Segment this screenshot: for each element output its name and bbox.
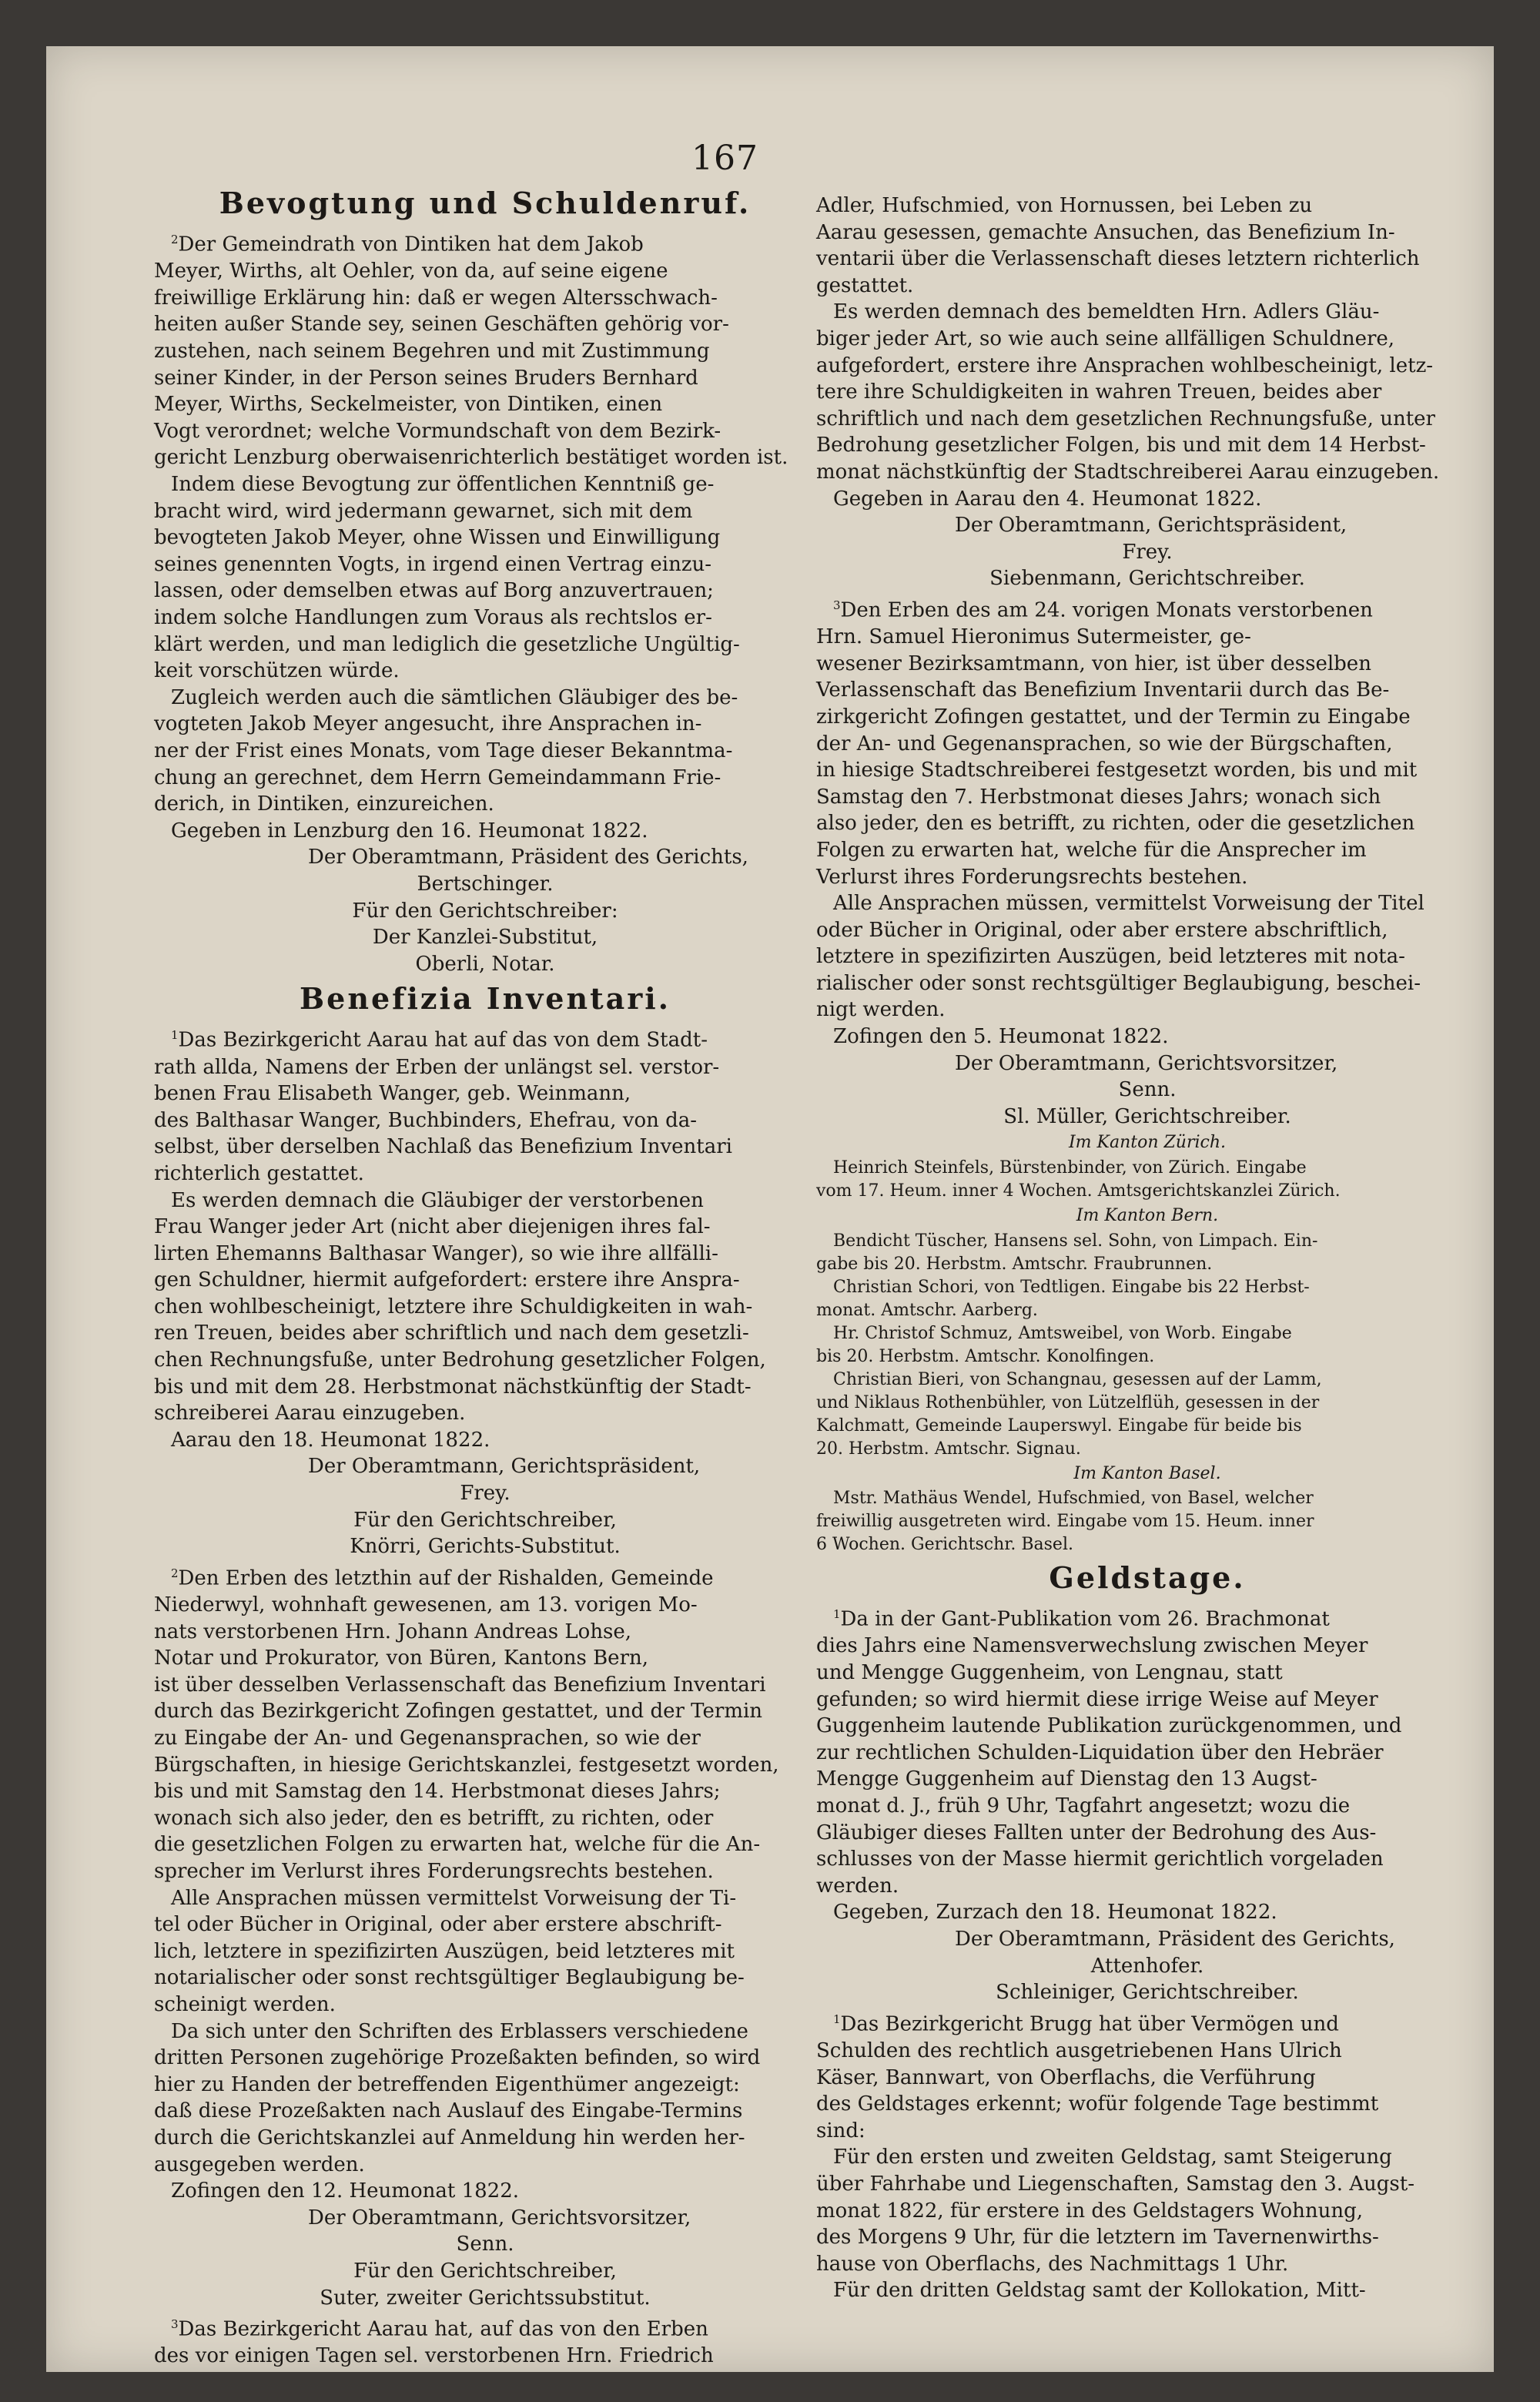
text-line: Den Erben des letzthin auf der Rishalden, Gemeinde [178, 1566, 714, 1590]
text-line: Heinrich Steinfels, Bürstenbinder, von Zürich. Eingabe [833, 1158, 1307, 1178]
signature-line: Senn. [1118, 1078, 1177, 1102]
text-line: die gesetzlichen Folgen zu erwarten hat, welche für die An- [154, 1833, 761, 1857]
text-line: hier zu Handen der betreffenden Eigenthümer angezeigt: [154, 2072, 740, 2096]
text-line: bis und mit Samstag den 14. Herbstmonat dieses Jahrs; [154, 1780, 721, 1804]
text-line: schreiberei Aarau einzugeben. [154, 1402, 466, 1425]
text-line: hause von Oberflachs, des Nachmittags 1 Uhr. [816, 2252, 1289, 2276]
text-line: selbst, über derselben Nachlaß das Benefizium Inventari [154, 1135, 732, 1159]
text-line: gestattet. [816, 273, 914, 297]
canton-heading: Im Kanton Basel. [1073, 1463, 1221, 1483]
text-line: Vogt verordnet; welche Vormundschaft von dem Bezirk- [154, 419, 721, 443]
text-line: Notar und Prokurator, von Büren, Kantons Bern, [154, 1647, 649, 1670]
signature-line: Schleiniger, Gerichtschreiber. [996, 1981, 1299, 2005]
text-line: heiten außer Stande sey, seinen Geschäften gehörig vor- [154, 313, 729, 337]
text-line: ner der Frist eines Monats, vom Tage dieser Bekanntma- [154, 739, 733, 762]
text-line: ausgegeben werden. [154, 2152, 365, 2176]
text-line: wonach sich also jeder, den es betrifft, zu richten, oder [154, 1806, 714, 1830]
text-line: 20. Herbstm. Amtschr. Signau. [816, 1439, 1081, 1459]
signature-line: Der Oberamtmann, Gerichtspräsident, [955, 514, 1348, 538]
text-line: Der Gemeindrath von Dintiken hat dem Jakob [178, 233, 644, 256]
text-line: nats verstorbenen Hrn. Johann Andreas Lohse, [154, 1620, 632, 1643]
signature-line: Suter, zweiter Gerichtssubstitut. [320, 2286, 651, 2310]
newspaper-page [46, 46, 1494, 2372]
signature-line: Sl. Müller, Gerichtschreiber. [1003, 1104, 1291, 1128]
text-line: biger jeder Art, so wie auch seine allfälligen Schuldnere, [816, 327, 1395, 350]
text-line: werden. [816, 1874, 899, 1898]
notice-paragraph [154, 1560, 816, 1592]
text-line: freiwillige Erklärung hin: daß er wegen Altersschwach- [154, 286, 718, 310]
text-line: Hrn. Samuel Hieronimus Sutermeister, ge- [816, 625, 1251, 649]
notice-paragraph [154, 1022, 816, 1054]
section-title-bevogtung: Bevogtung und Schuldenruf. [219, 186, 752, 220]
text-line: Meyer, Wirths, alt Oehler, von da, auf seine eigene [154, 260, 668, 283]
text-line: keit vorschützen würde. [154, 659, 400, 683]
text-line: oder Bücher in Original, oder aber erstere abschriftlich, [816, 918, 1388, 942]
signature-line: Für den Gerichtschreiber, [353, 1508, 617, 1532]
text-line: lirten Ehemanns Balthasar Wanger), so wie ihre allfälli- [154, 1241, 718, 1265]
text-line: Mstr. Mathäus Wendel, Hufschmied, von Basel, welcher [833, 1489, 1314, 1509]
text-line: richterlich gestattet. [154, 1161, 364, 1185]
signature-line: Bertschinger. [417, 872, 554, 896]
text-line: Für den ersten und zweiten Geldstag, samt Steigerung [833, 2146, 1392, 2169]
notice-number: 2 [171, 1566, 179, 1580]
text-line: tel oder Bücher in Original, oder aber erstere abschrift- [154, 1913, 722, 1937]
text-line: vom 17. Heum. inner 4 Wochen. Amtsgerichtskanzlei Zürich. [816, 1181, 1341, 1201]
text-line: benen Frau Elisabeth Wanger, geb. Weinmann, [154, 1082, 631, 1106]
text-line: dies Jahrs eine Namensverwechslung zwischen Meyer [816, 1634, 1368, 1658]
section-title-benefizia: Benefizia Inventari. [300, 981, 671, 1017]
text-line: schlusses von der Masse hiermit gerichtlich vorgeladen [816, 1848, 1384, 1871]
text-line: klärt werden, und man lediglich die gesetzliche Ungültig- [154, 632, 740, 656]
text-line: des vor einigen Tagen sel. verstorbenen Hrn. Friedrich [154, 2344, 714, 2368]
signature-line: Frey. [1122, 540, 1173, 564]
notice-number: 3 [171, 2317, 179, 2332]
text-line: seines genennten Vogts, in irgend einen Vertrag einzu- [154, 552, 712, 576]
signature-line: Für den Gerichtschreiber, [353, 2259, 617, 2283]
text-line: bracht wird, wird jedermann gewarnet, sich mit dem [154, 499, 693, 523]
text-line: bis und mit dem 28. Herbstmonat nächstkünftig der Stadt- [154, 1375, 752, 1399]
text-line: Kalchmatt, Gemeinde Lauperswyl. Eingabe für beide bis [816, 1415, 1302, 1436]
canton-heading: Im Kanton Bern. [1076, 1206, 1219, 1226]
text-line: über Fahrhabe und Liegenschaften, Samstag den 3. Augst- [816, 2173, 1415, 2196]
text-line: zur rechtlichen Schulden-Liquidation über den Hebräer [816, 1740, 1384, 1764]
text-line: Für den dritten Geldstag samt der Kollokation, Mitt- [833, 2279, 1366, 2303]
text-line: des Geldstages erkennt; wofür folgende Tage bestimmt [816, 2092, 1379, 2116]
notice-paragraph [154, 2311, 816, 2343]
text-line: Das Bezirkgericht Aarau hat, auf das von den Erben [178, 2317, 708, 2341]
text-line: nigt werden. [816, 998, 946, 1022]
text-line: letztere in spezifizirten Auszügen, beid letzteres mit nota- [816, 945, 1405, 969]
text-line: Alle Ansprachen müssen vermittelst Vorweisung der Ti- [171, 1886, 737, 1910]
text-line: bevogteten Jakob Meyer, ohne Wissen und Einwilligung [154, 526, 721, 550]
text-line: Bedrohung gesetzlicher Folgen, bis und mit dem 14 Herbst- [816, 434, 1426, 457]
text-line: Gläubiger dieses Fallten unter der Bedrohung des Aus- [816, 1821, 1377, 1844]
text-line: rath allda, Namens der Erben der unlängst sel. verstor- [154, 1055, 720, 1079]
text-line: durch die Gerichtskanzlei auf Anmeldung hin werden her- [154, 2126, 745, 2149]
signature-line: Oberli, Notar. [415, 952, 555, 976]
text-line: Niederwyl, wohnhaft gewesenen, am 13. vorigen Mo- [154, 1593, 698, 1617]
text-line: also jeder, den es betrifft, zu richten, oder die gesetzlichen [816, 812, 1415, 836]
text-line: Da sich unter den Schriften des Erblassers verschiedene [171, 2019, 748, 2043]
text-line: gericht Lenzburg oberwaisenrichterlich bestätiget worden ist. [154, 446, 788, 470]
text-line: zustehen, nach seinem Begehren und mit Zustimmung [154, 340, 710, 363]
text-line: Da in der Gant-Publikation vom 26. Brachmonat [840, 1607, 1330, 1631]
text-line: gefunden; so wird hiermit diese irrige Weise auf Meyer [816, 1687, 1378, 1711]
text-line: monat nächstkünftig der Stadtschreiberei Aarau einzugeben. [816, 460, 1440, 484]
text-line: Indem diese Bevogtung zur öffentlichen Kenntniß ge- [171, 473, 715, 496]
text-line: Adler, Hufschmied, von Hornussen, bei Leben zu [816, 194, 1313, 217]
left-column [154, 182, 816, 2370]
text-line: durch das Bezirkgericht Zofingen gestattet, und der Termin [154, 1700, 763, 1724]
notice-number: 1 [833, 1607, 841, 1622]
text-line: Mengge Guggenheim auf Dienstag den 13 Augst- [816, 1767, 1317, 1791]
notice-paragraph [816, 592, 1478, 624]
text-line: Es werden demnach die Gläubiger der verstorbenen [171, 1188, 704, 1212]
signature-line: Siebenmann, Gerichtschreiber. [989, 567, 1305, 591]
notice-number: 2 [171, 233, 179, 246]
signature-line: Der Oberamtmann, Präsident des Gerichts, [308, 846, 748, 869]
date-line: Zofingen den 12. Heumonat 1822. [171, 2179, 520, 2203]
text-line: zirkgericht Zofingen gestattet, und der Termin zu Eingabe [816, 705, 1411, 729]
notice-number: 1 [833, 2012, 841, 2026]
text-line: der An- und Gegenansprachen, so wie der Bürgschaften, [816, 732, 1393, 755]
text-line: und Niklaus Rothenbühler, von Lützelflüh, gesessen in der [816, 1392, 1320, 1412]
notice-paragraph [816, 1601, 1478, 1633]
text-line: scheinigt werden. [154, 1992, 336, 2016]
text-line: Den Erben des am 24. vorigen Monats verstorbenen [840, 598, 1373, 622]
text-line: zu Eingabe der An- und Gegenansprachen, so wie der [154, 1727, 701, 1750]
signature-line: Attenhofer. [1090, 1954, 1204, 1978]
text-line: des Morgens 9 Uhr, für die letztern im Tavernenwirths- [816, 2226, 1379, 2250]
date-line: Gegeben, Zurzach den 18. Heumonat 1822. [833, 1901, 1277, 1925]
text-line: monat d. J., früh 9 Uhr, Tagfahrt angesetzt; wozu die [816, 1794, 1351, 1818]
notice-number: 3 [833, 598, 841, 612]
date-line: Gegeben in Lenzburg den 16. Heumonat 1822. [171, 819, 648, 843]
text-line: Bürgschaften, in hiesige Gerichtskanzlei, festgesetzt worden, [154, 1753, 779, 1777]
text-line: aufgefordert, erstere ihre Ansprachen wohlbescheinigt, letz- [816, 353, 1434, 377]
text-line: wesener Bezirksamtmann, von hier, ist über desselben [816, 652, 1371, 675]
signature-line: Der Kanzlei-Substitut, [372, 926, 598, 950]
notice-paragraph [154, 226, 816, 258]
text-line: schriftlich und nach dem gesetzlichen Rechnungsfuße, unter [816, 407, 1435, 430]
text-line: Hr. Christof Schmuz, Amtsweibel, von Worb. Eingabe [833, 1323, 1292, 1343]
text-line: monat. Amtschr. Aarberg. [816, 1300, 1038, 1320]
text-line: ventarii über die Verlassenschaft dieses letztern richterlich [816, 247, 1420, 271]
text-line: Christian Schori, von Tedtligen. Eingabe bis 22 Herbst- [833, 1277, 1310, 1297]
notice-number: 1 [171, 1028, 179, 1043]
right-column [816, 193, 1478, 2304]
text-line: 6 Wochen. Gerichtschr. Basel. [816, 1535, 1073, 1555]
text-line: Es werden demnach des bemeldten Hrn. Adlers Gläu- [833, 300, 1380, 324]
text-line: Guggenheim lautende Publikation zurückgenommen, und [816, 1714, 1402, 1738]
signature-line: Für den Gerichtschreiber: [352, 899, 618, 923]
text-line: freiwillig ausgetreten wird. Eingabe vom 15. Heum. inner [816, 1512, 1314, 1532]
date-line: Gegeben in Aarau den 4. Heumonat 1822. [833, 487, 1262, 511]
text-line: Aarau gesessen, gemachte Ansuchen, das Benefizium In- [816, 220, 1395, 244]
text-line: seiner Kinder, in der Person seines Bruders Bernhard [154, 366, 698, 390]
signature-line: Der Oberamtmann, Gerichtsvorsitzer, [955, 1051, 1338, 1075]
notice-paragraph [816, 2006, 1478, 2038]
text-line: sprecher im Verlurst ihres Forderungsrechts bestehen. [154, 1860, 714, 1883]
text-line: sind: [816, 2119, 865, 2142]
text-line: Verlurst ihres Forderungsrechts bestehen. [816, 865, 1248, 889]
section-title-geldstage: Geldstage. [1049, 1560, 1246, 1596]
text-line: Frau Wanger jeder Art (nicht aber diejenigen ihres fal- [154, 1215, 711, 1239]
date-line: Aarau den 18. Heumonat 1822. [171, 1428, 490, 1452]
text-line: Folgen zu erwarten hat, welche für die Ansprecher im [816, 838, 1367, 862]
text-line: bis 20. Herbstm. Amtschr. Konolfingen. [816, 1346, 1155, 1366]
text-line: tere ihre Schuldigkeiten in wahren Treuen, beides aber [816, 380, 1382, 404]
text-line: chung an gerechnet, dem Herrn Gemeindammann Frie- [154, 765, 721, 789]
signature-line: Der Oberamtmann, Gerichtspräsident, [308, 1455, 701, 1479]
text-line: lich, letztere in spezifizirten Auszügen, beid letzteres mit [154, 1939, 735, 1963]
text-line: in hiesige Stadtschreiberei festgesetzt worden, bis und mit [816, 759, 1418, 782]
text-line: notarialischer oder sonst rechtsgültiger Beglaubigung be- [154, 1966, 745, 1990]
text-line: lassen, oder demselben etwas auf Borg anzuvertrauen; [154, 579, 714, 603]
canton-heading: Im Kanton Zürich. [1068, 1133, 1226, 1153]
text-line: Alle Ansprachen müssen, vermittelst Vorweisung der Titel [833, 892, 1424, 916]
text-line: gen Schuldner, hiermit aufgefordert: erstere ihre Anspra- [154, 1268, 740, 1292]
signature-line: Frey. [460, 1482, 511, 1506]
text-line: chen wohlbescheinigt, letztere ihre Schuldigkeiten in wah- [154, 1295, 753, 1318]
signature-line: Der Oberamtmann, Gerichtsvorsitzer, [308, 2206, 691, 2229]
text-line: vogteten Jakob Meyer angesucht, ihre Ansprachen in- [154, 712, 702, 736]
signature-line: Knörri, Gerichts-Substitut. [350, 1535, 621, 1559]
text-line: Zugleich werden auch die sämtlichen Gläubiger des be- [171, 685, 738, 709]
text-line: ist über desselben Verlassenschaft das Benefizium Inventari [154, 1673, 766, 1697]
page-number: 167 [691, 139, 758, 178]
text-line: gabe bis 20. Herbstm. Amtschr. Fraubrunnen. [816, 1254, 1213, 1274]
text-line: monat 1822, für erstere in des Geldstagers Wohnung, [816, 2199, 1364, 2223]
text-line: daß diese Prozeßakten nach Auslauf des Eingabe-Termins [154, 2099, 743, 2123]
text-line: indem solche Handlungen zum Voraus als rechtslos er- [154, 605, 712, 629]
signature-line: Der Oberamtmann, Präsident des Gerichts, [955, 1928, 1395, 1951]
text-line: Samstag den 7. Herbstmonat dieses Jahrs; wonach sich [816, 785, 1381, 809]
text-line: ren Treuen, beides aber schriftlich und nach dem gesetzli- [154, 1322, 749, 1345]
text-line: und Mengge Guggenheim, von Lengnau, statt [816, 1661, 1283, 1685]
date-line: Zofingen den 5. Heumonat 1822. [833, 1025, 1169, 1049]
text-line: chen Rechnungsfuße, unter Bedrohung gesetzlicher Folgen, [154, 1348, 766, 1372]
text-line: Schulden des rechtlich ausgetriebenen Hans Ulrich [816, 2039, 1342, 2063]
text-line: dritten Personen zugehörige Prozeßakten befinden, so wird [154, 2046, 761, 2070]
text-line: derich, in Dintiken, einzureichen. [154, 792, 494, 816]
text-line: Das Bezirkgericht Brugg hat über Vermögen und [840, 2012, 1339, 2036]
text-line: Das Bezirkgericht Aarau hat auf das von dem Stadt- [178, 1028, 708, 1052]
text-line: Verlassenschaft das Benefizium Inventarii durch das Be- [816, 678, 1390, 702]
text-line: Meyer, Wirths, Seckelmeister, von Dintiken, einen [154, 393, 663, 417]
text-line: Käser, Bannwart, von Oberflachs, die Verführung [816, 2065, 1316, 2089]
text-line: Bendicht Tüscher, Hansens sel. Sohn, von Limpach. Ein- [833, 1231, 1318, 1251]
text-line: rialischer oder sonst rechtsgültiger Beglaubigung, beschei- [816, 971, 1421, 995]
signature-line: Senn. [456, 2233, 514, 2256]
text-line: des Balthasar Wanger, Buchbinders, Ehefrau, von da- [154, 1108, 698, 1132]
text-line: Christian Bieri, von Schangnau, gesessen auf der Lamm, [833, 1369, 1322, 1389]
